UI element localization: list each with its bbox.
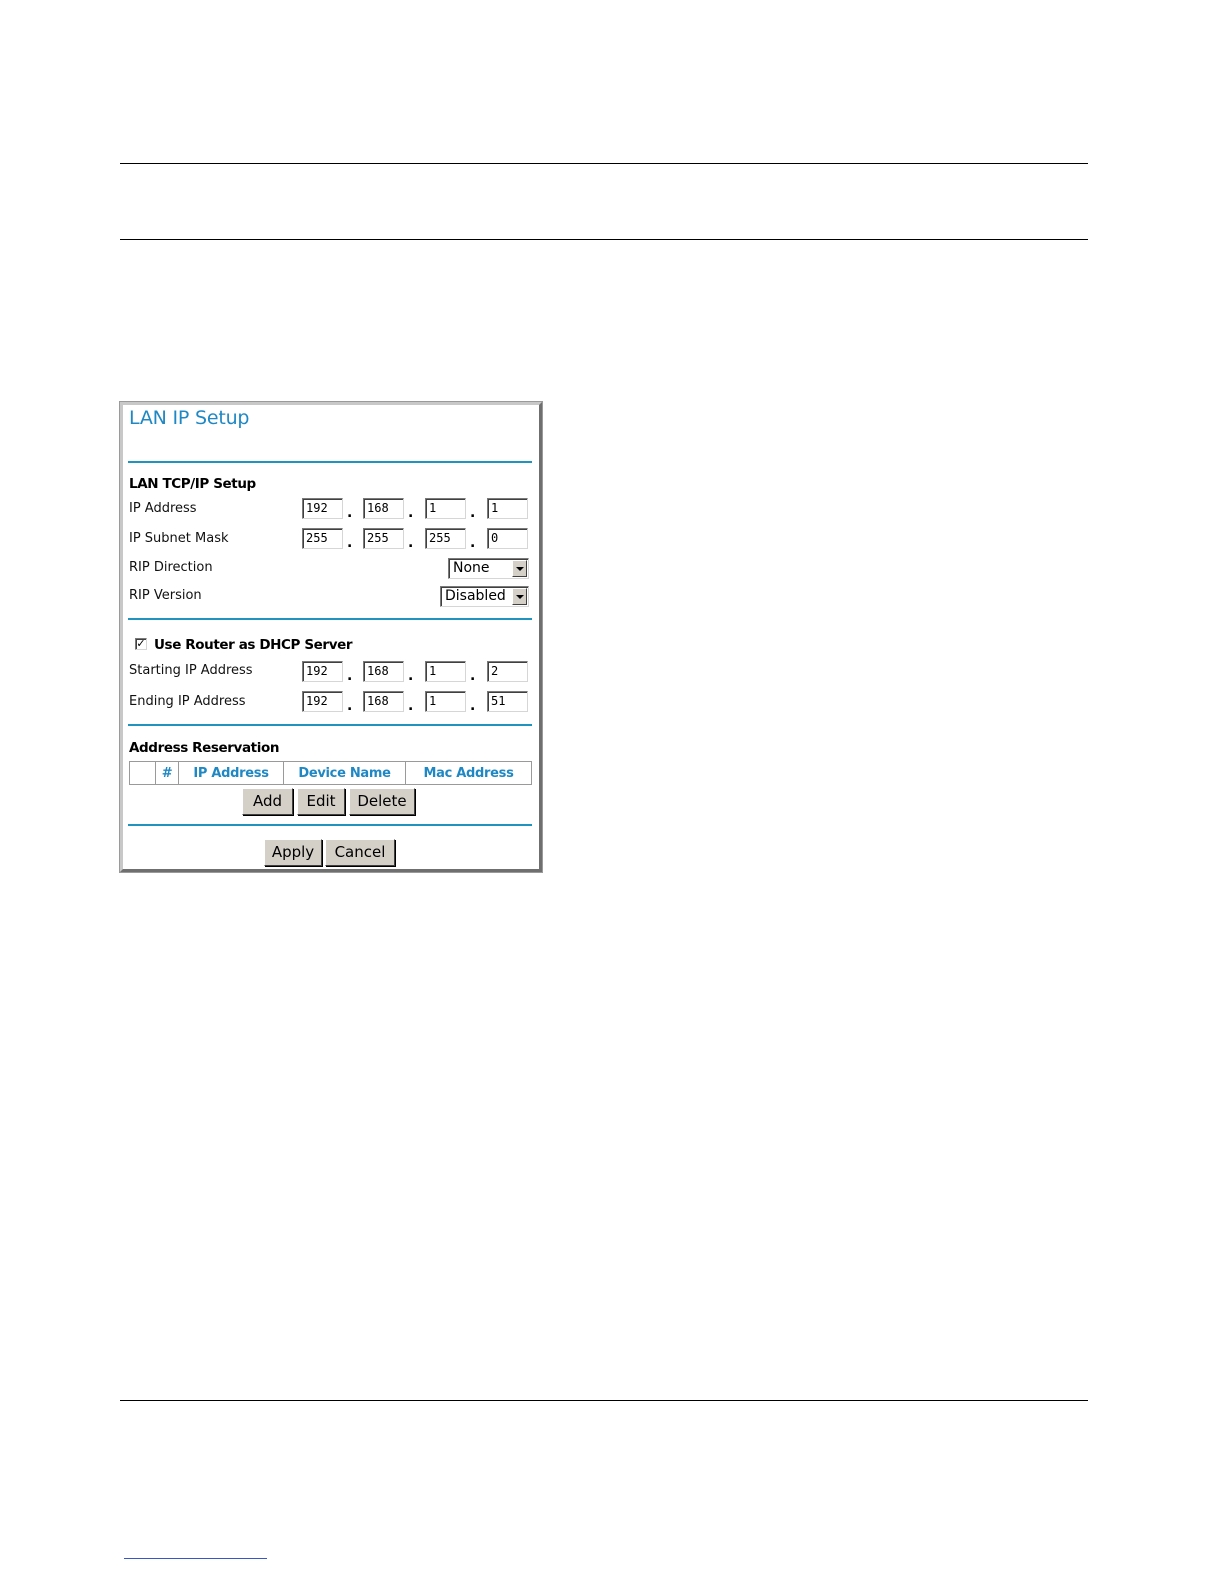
separator [128, 618, 532, 620]
column-header-mac-address: Mac Address [406, 762, 532, 785]
octet-separator: . [347, 535, 353, 551]
subnet-mask-label: IP Subnet Mask [129, 531, 229, 546]
rip-version-label: RIP Version [129, 588, 202, 603]
ending-ip-octet-3[interactable]: 1 [425, 691, 466, 712]
dhcp-server-label: Use Router as DHCP Server [154, 637, 353, 653]
octet-separator: . [470, 698, 476, 714]
ip-address-octet-1[interactable]: 192 [302, 498, 343, 519]
section-heading-reservation: Address Reservation [129, 740, 280, 756]
octet-separator: . [408, 698, 414, 714]
starting-ip-label: Starting IP Address [129, 663, 253, 678]
ending-ip-octet-1[interactable]: 192 [302, 691, 343, 712]
octet-separator: . [470, 505, 476, 521]
starting-ip-octet-4[interactable]: 2 [487, 661, 528, 682]
separator [128, 461, 532, 463]
octet-separator: . [347, 668, 353, 684]
column-header-ip-address: IP Address [179, 762, 284, 785]
octet-separator: . [470, 668, 476, 684]
delete-button[interactable]: Delete [349, 788, 415, 815]
octet-separator: . [408, 535, 414, 551]
starting-ip-octet-2[interactable]: 168 [363, 661, 404, 682]
ip-address-octet-4[interactable]: 1 [487, 498, 528, 519]
octet-separator: . [347, 505, 353, 521]
separator [128, 724, 532, 726]
subnet-mask-octet-3[interactable]: 255 [425, 528, 466, 549]
table-header-row [130, 762, 532, 785]
header-rule-bottom [120, 239, 1088, 240]
rip-version-value: Disabled [445, 588, 506, 604]
column-header-number: # [156, 762, 179, 785]
header-rule-top [120, 163, 1088, 164]
ip-address-octet-3[interactable]: 1 [425, 498, 466, 519]
ip-address-octet-2[interactable]: 168 [363, 498, 404, 519]
column-header-select [130, 762, 156, 785]
column-header-device-name: Device Name [284, 762, 406, 785]
octet-separator: . [408, 668, 414, 684]
starting-ip-octet-1[interactable]: 192 [302, 661, 343, 682]
reservation-table [129, 761, 532, 785]
ending-ip-octet-2[interactable]: 168 [363, 691, 404, 712]
cancel-button[interactable]: Cancel [325, 839, 395, 866]
edit-button[interactable]: Edit [297, 788, 345, 815]
section-heading-tcpip: LAN TCP/IP Setup [129, 476, 256, 492]
check-icon: ✓ [136, 637, 146, 650]
ending-ip-octet-4[interactable]: 51 [487, 691, 528, 712]
starting-ip-octet-3[interactable]: 1 [425, 661, 466, 682]
subnet-mask-octet-2[interactable]: 255 [363, 528, 404, 549]
lan-ip-setup-panel [120, 402, 542, 872]
footer-rule [120, 1400, 1088, 1401]
ip-address-label: IP Address [129, 501, 197, 516]
rip-direction-select[interactable] [448, 558, 529, 579]
panel-title: LAN IP Setup [129, 407, 250, 429]
dhcp-server-checkbox[interactable] [135, 638, 147, 650]
ending-ip-label: Ending IP Address [129, 694, 246, 709]
octet-separator: . [470, 535, 476, 551]
chevron-down-icon[interactable] [512, 588, 527, 605]
octet-separator: . [408, 505, 414, 521]
footer-link-underline [124, 1558, 267, 1559]
subnet-mask-octet-1[interactable]: 255 [302, 528, 343, 549]
separator [128, 824, 532, 826]
rip-direction-label: RIP Direction [129, 560, 213, 575]
octet-separator: . [347, 698, 353, 714]
add-button[interactable]: Add [242, 788, 293, 815]
chevron-down-icon[interactable] [512, 560, 527, 577]
rip-direction-value: None [453, 560, 490, 576]
apply-button[interactable]: Apply [264, 839, 322, 866]
rip-version-select[interactable] [440, 586, 529, 607]
subnet-mask-octet-4[interactable]: 0 [487, 528, 528, 549]
